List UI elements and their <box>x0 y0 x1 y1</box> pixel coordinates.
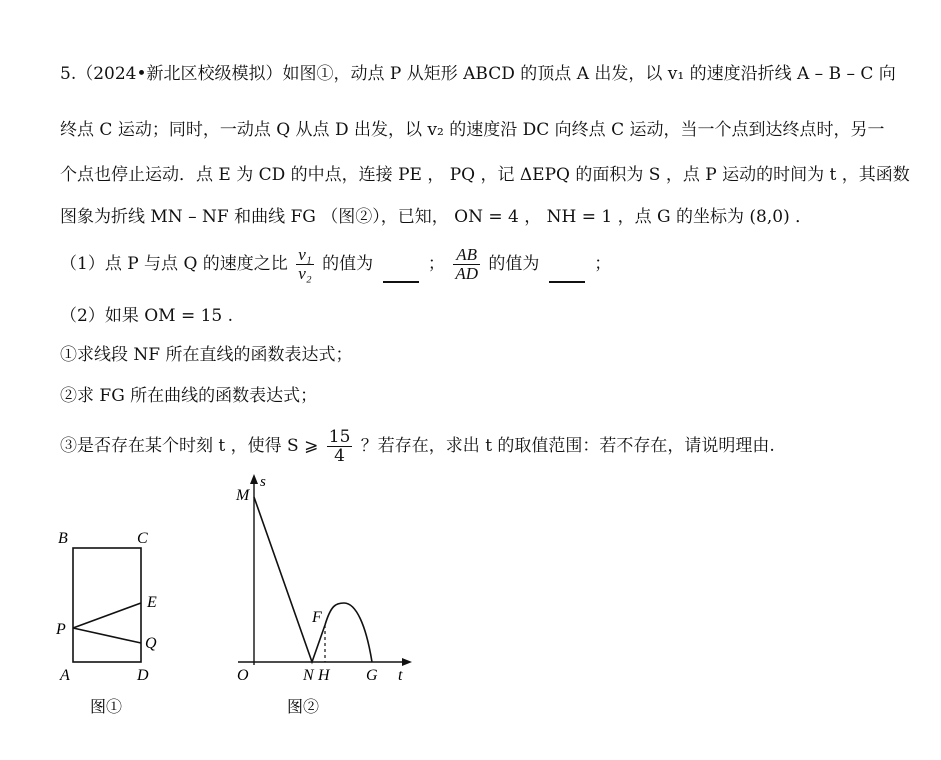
problem-line-1: 5.（2024•新北区校级模拟）如图①，动点 P 从矩形 ABCD 的顶点 A 出发，以 v₁ 的速度沿折线 A – B – C 向 <box>60 64 896 84</box>
t-axis-arrow <box>402 658 412 666</box>
label-f: F <box>312 609 322 626</box>
label-m: M <box>236 487 250 504</box>
figure-1-caption: 图① <box>90 699 123 716</box>
q2-3-numerator: 15 <box>328 427 351 447</box>
label-n: N <box>303 667 314 684</box>
label-c: C <box>137 530 148 547</box>
segment-pe <box>73 603 141 628</box>
label-h: H <box>318 667 330 684</box>
figure-2 <box>235 474 412 716</box>
question-2: （2）如果 OM = 15 . <box>60 306 234 326</box>
label-o: O <box>237 667 249 684</box>
label-t: t <box>398 667 403 684</box>
q2-3-prefix: ③是否存在某个时刻 t ，使得 S ⩾ <box>60 436 319 456</box>
problem-line-2: 终点 C 运动；同时，一动点 Q 从点 D 出发，以 v₂ 的速度沿 DC 向终点 C 运动，当一个点到达终点时，另一 <box>60 120 885 140</box>
segment-pq <box>73 628 141 643</box>
q1-sep: ； <box>427 254 445 274</box>
label-p: P <box>56 621 66 638</box>
q1-prefix: （1）点 P 与点 Q 的速度之比 <box>60 254 288 274</box>
label-e: E <box>147 594 157 611</box>
figure-2-caption: 图② <box>287 699 320 716</box>
label-d: D <box>137 667 149 684</box>
q1-frac1-numerator: v₁ <box>298 245 312 264</box>
q1-frac2-denominator: AD <box>455 264 478 283</box>
q2-3-denominator: 4 <box>334 446 345 466</box>
rectangle-abcd <box>73 548 141 662</box>
label-g: G <box>366 667 378 684</box>
label-a: A <box>60 667 70 684</box>
q1-end: ； <box>594 254 612 274</box>
q2-3-suffix: ？若存在，求出 t 的取值范围：若不存在，请说明理由. <box>360 436 775 456</box>
label-q: Q <box>145 635 157 652</box>
q1-frac1-denominator: v₂ <box>298 264 312 283</box>
question-2-part-1: ①求线段 NF 所在直线的函数表达式； <box>60 345 353 365</box>
curve-fg <box>325 603 372 662</box>
label-s: s <box>260 474 266 490</box>
label-b: B <box>58 530 68 547</box>
polyline-mnf <box>254 497 325 662</box>
figure-1 <box>55 530 157 716</box>
problem-line-3: 个点也停止运动．点 E 为 CD 的中点，连接 PE ， PQ ，记 ΔEPQ 的面积为 S ，点 P 运动的时间为 t ，其函数 <box>60 165 910 185</box>
s-axis-arrow <box>250 474 258 484</box>
q1-frac2-numerator: AB <box>453 246 480 265</box>
q1-mid: 的值为 <box>322 254 374 274</box>
problem-line-4: 图象为折线 MN – NF 和曲线 FG （图②），已知， ON = 4 ， NH = 1 ，点 G 的坐标为 (8,0) ． <box>60 207 813 227</box>
question-2-part-2: ②求 FG 所在曲线的函数表达式； <box>60 386 318 406</box>
q1-suffix: 的值为 <box>488 254 540 274</box>
